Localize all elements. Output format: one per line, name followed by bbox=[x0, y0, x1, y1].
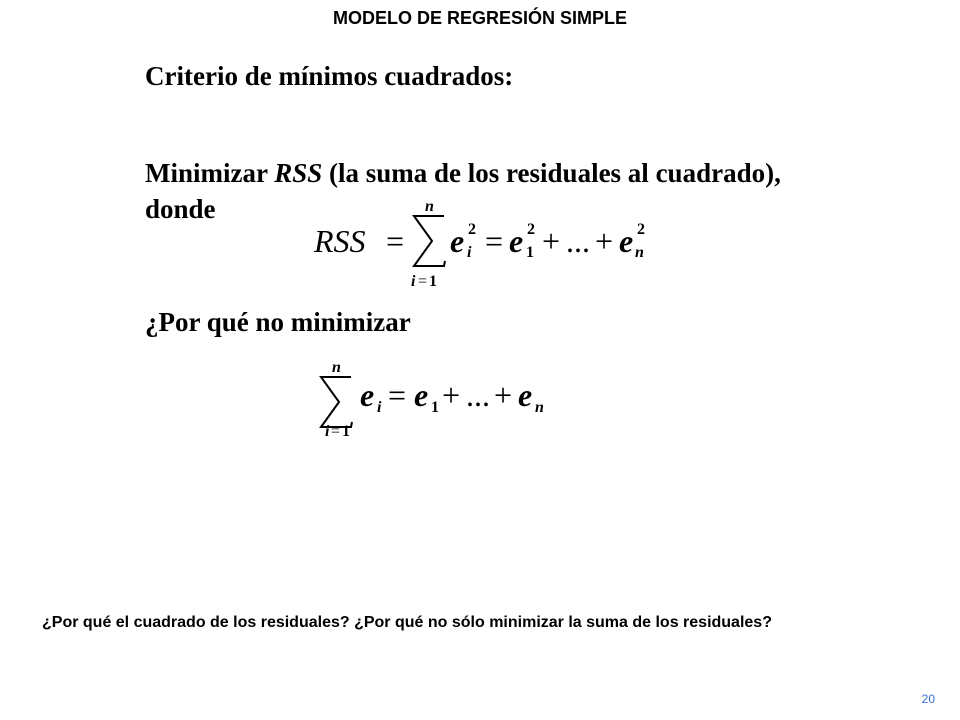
plus-sign-2: + bbox=[595, 223, 614, 259]
ellipsis: ... bbox=[466, 377, 490, 413]
first-e: e bbox=[414, 377, 429, 413]
formula-lhs: RSS bbox=[314, 223, 366, 259]
sum-upper-limit: n bbox=[425, 198, 434, 215]
sigma-icon bbox=[321, 377, 352, 427]
last-e: e bbox=[619, 223, 634, 259]
section-heading: Criterio de mínimos cuadrados: bbox=[145, 61, 514, 91]
last-e-sub: n bbox=[535, 399, 544, 416]
term-e-sub: i bbox=[377, 399, 382, 416]
sum-formula bbox=[318, 360, 568, 440]
para-prefix: Minimizar bbox=[145, 158, 275, 188]
formula-equals: = bbox=[388, 377, 407, 413]
rss-formula bbox=[314, 197, 654, 290]
term-e-sup: 2 bbox=[468, 221, 476, 238]
para-rss: RSS bbox=[274, 158, 323, 188]
first-e-sub: 1 bbox=[431, 399, 439, 416]
question-text: ¿Por qué no minimizar bbox=[145, 307, 411, 337]
sum-upper-limit: n bbox=[332, 359, 341, 376]
sum-index: i bbox=[411, 273, 416, 290]
plus-sign-2: + bbox=[494, 377, 513, 413]
para-suffix: (la suma de los residuales al cuadrado), donde bbox=[145, 158, 781, 224]
sigma-icon bbox=[414, 216, 445, 266]
sum-index-equals: = bbox=[331, 423, 341, 440]
first-e: e bbox=[509, 223, 524, 259]
ellipsis: ... bbox=[566, 223, 590, 259]
sum-start: 1 bbox=[342, 423, 350, 440]
term-e: e bbox=[360, 377, 375, 413]
formula-equals-2: = bbox=[485, 223, 504, 259]
plus-sign: + bbox=[442, 377, 461, 413]
first-e-sub: 1 bbox=[526, 244, 534, 261]
last-e-sup: 2 bbox=[637, 221, 645, 238]
sum-start: 1 bbox=[429, 273, 437, 290]
sum-index-equals: = bbox=[418, 273, 428, 290]
term-e: e bbox=[450, 223, 465, 259]
page-number: 20 bbox=[921, 692, 935, 706]
sum-index: i bbox=[325, 423, 330, 440]
last-e: e bbox=[518, 377, 533, 413]
term-e-sub: i bbox=[467, 244, 472, 261]
plus-sign: + bbox=[542, 223, 561, 259]
slide-title: MODELO DE REGRESIÓN SIMPLE bbox=[332, 8, 628, 28]
last-e-sub: n bbox=[635, 244, 644, 261]
footer-note: ¿Por qué el cuadrado de los residuales? ¿Por qué no sólo minimizar la suma de los residuales? bbox=[42, 614, 772, 631]
formula-equals: = bbox=[386, 223, 405, 259]
first-e-sup: 2 bbox=[527, 221, 535, 238]
